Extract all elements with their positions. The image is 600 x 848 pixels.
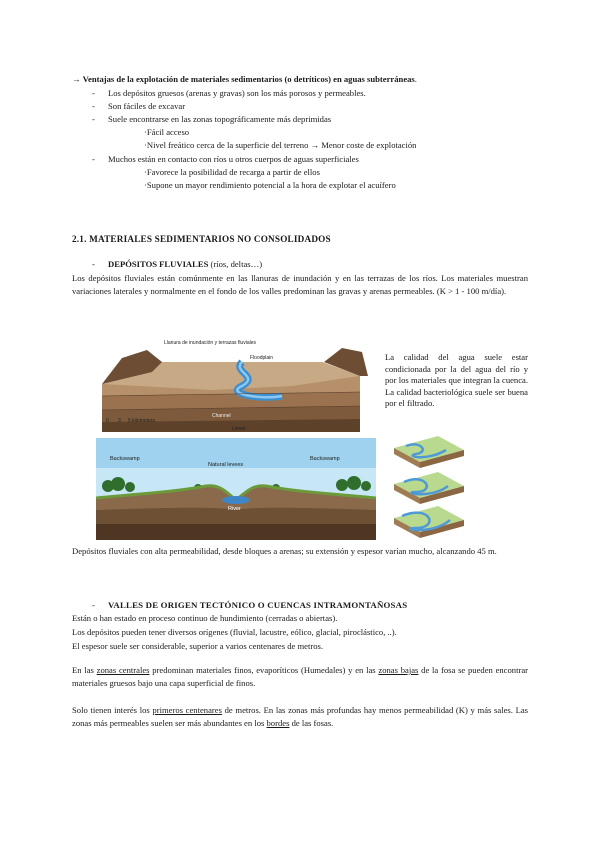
bullet-marker: -: [92, 88, 95, 98]
water-quality-text: La calidad del agua suele estar condicionada por la del agua del río y por los materiales que integran la cuenca. La calidad bacteriológica suele ser buena por el filtrado.: [385, 352, 528, 408]
sub-item: ·Favorece la posibilidad de recarga a partir de ellos: [144, 167, 320, 177]
depth-paragraph: Solo tienen interés los primeros centenares de metros. En las zonas más profundas hay menos permeabilidad (K) y más sales. Las zonas más permeables suelen ser más abundantes en los bordes de las fosas.: [72, 705, 528, 728]
arrow-glyph: →: [72, 74, 81, 84]
levees-illustration: [96, 438, 376, 540]
sub-item: ·Nivel freático cerca de la superficie del terreno → Menor coste de explotación: [144, 140, 417, 150]
section-heading: 2.1. MATERIALES SEDIMENTARIOS NO CONSOLIDADOS: [72, 234, 331, 244]
label-backswamp-left: Backswamp: [110, 456, 140, 462]
bullet-item: Los depósitos gruesos (arenas y gravas) son los más porosos y permeables.: [108, 88, 366, 98]
permeability-paragraph: Depósitos fluviales con alta permeabilidad, desde bloques a arenas; su extensión y espesor varían mucho, alcanzando 45 m.: [72, 546, 497, 556]
label-backswamp-right: Backswamp: [310, 456, 340, 462]
label-levee: Levee: [232, 426, 246, 432]
scale-zero: 0: [106, 418, 109, 424]
advantages-title: → Ventajas de la explotación de materiales sedimentarios (o detríticos) en aguas subterráneas.: [72, 74, 417, 84]
fluvial-paragraph: Los depósitos fluviales están comúnmente en las llanuras de inundación y en las terrazas de los ríos. Los materiales muestran variaciones laterales y normalmente en el fondo de los valles predominan las gravas y arenas permeables. (K > 1 - 100 m/día).: [72, 273, 528, 296]
levees-figure: [96, 438, 376, 540]
bullet-item: Suele encontrarse en las zonas topográficamente más deprimidas: [108, 114, 332, 124]
bullet-marker: -: [92, 154, 95, 164]
scale-three: 3: [118, 418, 121, 424]
label-river: River: [228, 506, 241, 512]
bullet-item: Son fáciles de excavar: [108, 101, 186, 111]
meander-figure: [386, 434, 468, 540]
label-floodplain: Floodplain: [250, 355, 274, 361]
sub-item: ·Supone un mayor rendimiento potencial a la hora de explotar el acuífero: [144, 180, 396, 190]
zones-paragraph: En las zonas centrales predominan materiales finos, evaporíticos (Humedales) y en las zonas bajas de la fosa se pueden encontrar materiales gruesos bajo una capa superficial de finos.: [72, 665, 529, 688]
floodplain-figure: [92, 336, 376, 436]
subsection-title-fluvial: DEPÓSITOS FLUVIALES (ríos, deltas…): [108, 259, 263, 269]
bullet-item: Muchos están en contacto con ríos u otros cuerpos de aguas superficiales: [108, 154, 359, 164]
tectonic-line: Los depósitos pueden tener diversos orígenes (fluvial, lacustre, eólico, glacial, piroclástico, ..).: [72, 627, 397, 637]
meander-illustration: [386, 434, 468, 540]
tectonic-line: El espesor suele ser considerable, superior a varios centenares de metros.: [72, 641, 324, 651]
label-natural-levees: Natural levees: [208, 462, 244, 468]
bullet-marker: -: [92, 600, 95, 610]
figure-title: Llanura de inundación y terrazas fluviales: [164, 340, 256, 346]
sub-item: ·Fácil acceso: [144, 127, 190, 137]
label-channel: Channel: [212, 413, 231, 419]
bullet-marker: -: [92, 259, 95, 269]
subsection-title-tectonic: VALLES DE ORIGEN TECTÓNICO O CUENCAS INTRAMONTAÑOSAS: [108, 600, 408, 610]
scale-kilometers: 5 kilometers: [128, 418, 155, 424]
tectonic-line: Están o han estado en proceso continuo de hundimiento (cerradas o abiertas).: [72, 613, 338, 623]
bullet-marker: -: [92, 101, 95, 111]
bullet-marker: -: [92, 114, 95, 124]
